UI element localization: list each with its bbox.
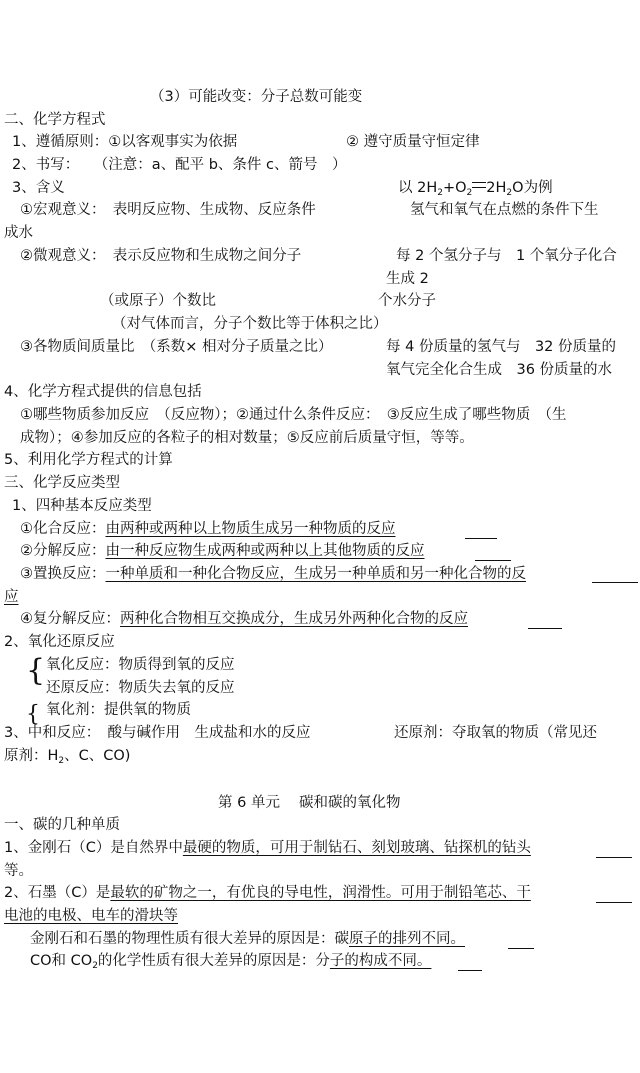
text-line: 2、石墨（C）是最软的矿物之一，有优良的导电性，润滑性。可用于制铅笔芯、干 xyxy=(4,885,531,901)
text-line: 应 xyxy=(4,589,19,605)
text-line: 3、中和反应： 酸与碱作用 生成盐和水的反应 xyxy=(4,725,311,741)
text-line: ①化合反应：由两种或两种以上物质生成另一种物质的反应 xyxy=(20,521,396,537)
underlined-answer: 由一种反应物生成两种或两种以上其他物质的反应 xyxy=(105,543,425,559)
underline-rule xyxy=(508,948,534,949)
section-heading: 4、化学方程式提供的信息包括 xyxy=(4,384,202,400)
underlined-answer: 最软的矿物之一，有优良的导电性，润滑性。可用于制铅笔芯、干 xyxy=(110,885,531,901)
underline-rule xyxy=(475,560,511,561)
text-line: 1、遵循原则：①以客观事实为依据 xyxy=(12,134,238,150)
text-line: 2、书写： （注意：a、配平 b、条件 c、箭号 ） xyxy=(12,157,347,173)
text-line: （或原子）个数比 xyxy=(100,293,216,309)
text-line: 个水分子 xyxy=(378,293,436,309)
text-line: CO和 $CO_2$的化学性质有很大差异的原因是：分子的构成不同。 xyxy=(30,953,432,971)
text-line: 生成 2 xyxy=(386,271,429,287)
text-line: ②微观意义： 表示反应物和生成物之间分子 xyxy=(20,248,302,264)
underlined-answer: 一种单质和一种化合物反应，生成另一种单质和另一种化合物的反 xyxy=(105,566,526,582)
text-line: ①哪些物质参加反应 （反应物）；②通过什么条件反应： ③反应生成了哪些物质 （生 xyxy=(20,407,567,423)
text-line: 每 4 份质量的氢气与 32 份质量的 xyxy=(386,339,617,355)
text-line: 氢气和氧气在点燃的条件下生 xyxy=(410,202,599,218)
text-line: 电池的电极、电车的滑块等 xyxy=(4,908,178,924)
underline-rule xyxy=(458,970,482,971)
text-line: ③各物质间质量比 （系数× 相对分子质量之比） xyxy=(20,339,333,355)
text-line: 金刚石和石墨的物理性质有很大差异的原因是：碳原子的排列不同。 xyxy=(30,931,465,947)
text-line: 成物）；④参加反应的各粒子的相对数量；⑤反应前后质量守恒，等等。 xyxy=(20,430,474,446)
underlined-answer: 最硬的物质，可用于制钻石、刻划玻璃、钻探机的钻头 xyxy=(182,840,531,856)
underline-rule xyxy=(592,582,638,583)
underlined-answer: 原子的排列不同。 xyxy=(349,931,465,947)
text-line: 还原剂：夺取氧的物质（常见还 xyxy=(394,725,597,741)
equation: 以 $2H_2+O_2$ $2H_2O$为例 xyxy=(398,180,553,198)
section-heading: 三、化学反应类型 xyxy=(4,475,120,491)
underlined-answer: 由两种或两种以上物质生成另一种物质的反应 xyxy=(105,521,396,537)
underlined-answer: 子的构成不同。 xyxy=(329,953,432,969)
section-heading: 二、化学方程式 xyxy=(4,112,106,128)
text-line: 3、含义 xyxy=(12,180,65,196)
brace-icon: { xyxy=(26,653,46,688)
equation-arrow xyxy=(472,182,486,188)
unit-title: 第 6 单元 碳和碳的氧化物 xyxy=(218,795,401,811)
text-line: ④复分解反应：两种化合物相互交换成分，生成另外两种化合物的反应 xyxy=(20,611,468,627)
section-heading: 5、利用化学方程式的计算 xyxy=(4,452,173,468)
text-line: 成水 xyxy=(4,225,33,241)
text-line: 每 2 个氢分子与 1 个氧分子化合 xyxy=(396,248,617,264)
underline-rule xyxy=(596,902,632,903)
text-line: 氧化反应：物质得到氧的反应 xyxy=(46,657,235,673)
text-line: ③置换反应：一种单质和一种化合物反应，生成另一种单质和另一种化合物的反 xyxy=(20,566,526,582)
text-line: ②分解反应：由一种反应物生成两种或两种以上其他物质的反应 xyxy=(20,543,425,559)
underline-rule xyxy=(528,628,562,629)
section-heading: 一、碳的几种单质 xyxy=(4,817,120,833)
text-line: （3）可能改变：分子总数可能变 xyxy=(150,89,363,105)
text-line: 1、金刚石（C）是自然界中最硬的物质，可用于制钻石、刻划玻璃、钻探机的钻头 xyxy=(4,840,531,856)
text-line: 氧化剂：提供氧的物质 xyxy=(46,702,191,718)
underline-rule xyxy=(596,857,632,858)
text-line: 还原反应：物质失去氧的反应 xyxy=(46,680,235,696)
text-line: 等。 xyxy=(4,863,33,879)
section-heading: 2、氧化还原反应 xyxy=(4,634,115,650)
text-line: （对气体而言，分子个数比等于体积之比） xyxy=(112,316,388,332)
text-line: ①宏观意义： 表明反应物、生成物、反应条件 xyxy=(20,202,316,218)
brace-icon: { xyxy=(26,702,40,727)
underlined-answer: 两种化合物相互交换成分，生成另外两种化合物的反应 xyxy=(120,611,468,627)
text-line: 1、四种基本反应类型 xyxy=(12,498,152,514)
text-line: 氧气完全化合生成 36 份质量的水 xyxy=(386,362,613,378)
text-line: ② 遵守质量守恒定律 xyxy=(346,134,480,150)
underline-rule xyxy=(465,538,497,539)
text-line: 原剂：$H_2$、C、CO) xyxy=(4,748,131,766)
